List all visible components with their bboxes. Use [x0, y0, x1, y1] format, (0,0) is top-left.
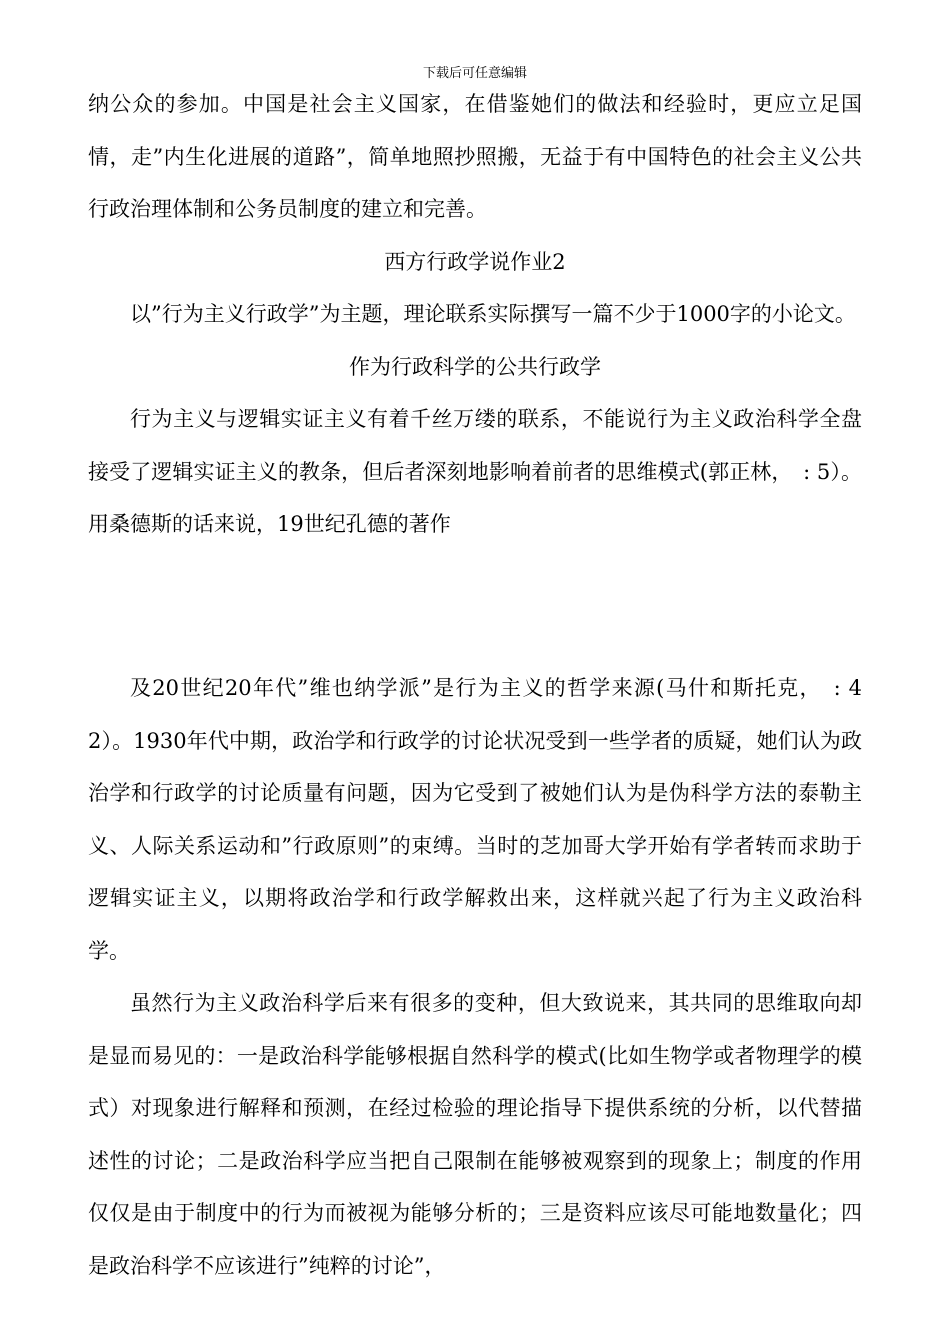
assignment-title: 西方行政学说作业2: [384, 249, 566, 274]
top-text-block: [88, 78, 862, 551]
essay-paragraph-2: 虽然行为主义政治科学后来有很多的变种，但大致说来，其共同的思维取向却是显而易见的：一是政治科学能够根据自然科学的模式(比如生物学或者物理学的模式）对现象进行解释和预测，在经过检验的理论指导下提供系统的分析，以代替描述性的讨论；二是政治科学应当把自己限制在能够被观察到的现象上；制度的作用仅仅是由于制度中的行为而被视为能够分析的；三是资料应该尽可能地数量化；四是政治科学不应该进行”纯粹的讨论”，: [88, 991, 862, 1278]
continuation-paragraph: 纳公众的参加。中国是社会主义国家，在借鉴她们的做法和经验时，更应立足国情，走”内生化进展的道路”，简单地照抄照搬，无益于有中国特色的社会主义公共行政治理体制和公务员制度的建立和完善。: [88, 92, 862, 221]
essay-paragraph-1-start: 行为主义与逻辑实证主义有着千丝万缕的联系，不能说行为主义政治科学全盘接受了逻辑实证主义的教条，但后者深刻地影响着前者的思维模式(郭正林， : 5）。用桑德斯的话来说，19世纪孔德的著作: [88, 407, 862, 536]
essay-paragraph-1-continued: 及20世纪20年代”维也纳学派”是行为主义的哲学来源(马什和斯托克， : 42）。1930年代中期，政治学和行政学的讨论状况受到一些学者的质疑，她们认为政治学和行政学的讨论质量有问题，因为它受到了被她们认为是伪科学方法的泰勒主义、人际关系运动和”行政原则”的束缚。当时的芝加哥大学开始有学者转而求助于逻辑实证主义，以期将政治学和行政学解救出来，这样就兴起了行为主义政治科学。: [88, 676, 862, 963]
page-header-note: 下载后可任意编辑: [422, 66, 527, 81]
assignment-prompt: 以”行为主义行政学”为主题，理论联系实际撰写一篇不少于1000字的小论文。: [130, 302, 856, 326]
essay-title: 作为行政科学的公共行政学: [349, 354, 601, 379]
bottom-text-block: [88, 662, 862, 1292]
